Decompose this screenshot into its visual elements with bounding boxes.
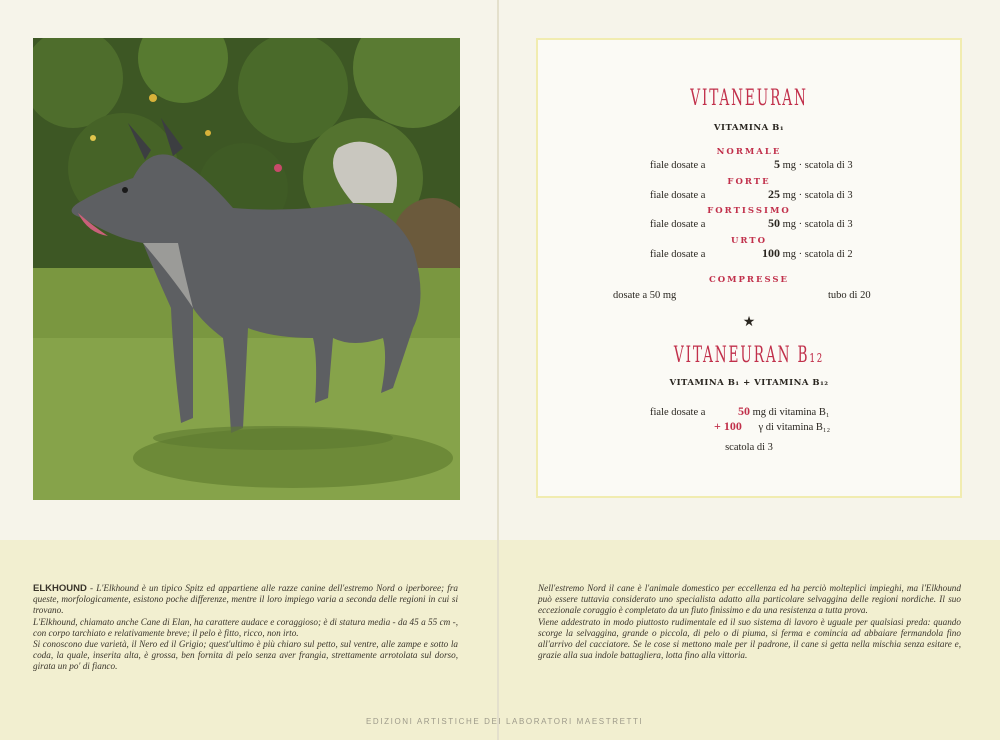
hunting-description: [538, 583, 961, 661]
right-para-2: Viene addestrato in modo piuttosto rudimentale ed il suo sistema di lavoro è uguale per qualsiasi preda: quando scorge la selvaggina, grande o piccola, di pelo o di piuma, si ferma e comincia ad abbaiare fermandola fino all'arrivo del cacciatore. Se le cose si mettono male per il padrone, il cane si getta nella mischia senza esitare e, grazie alla sua indole battagliera, lotta fino alla vittoria.: [538, 616, 961, 661]
b12-prefix: fiale dosate a: [650, 407, 706, 418]
dosage-unit: mg: [782, 160, 797, 171]
b12-rest: mg di vitamina B₁: [752, 407, 830, 418]
dosage-prefix: fiale dosate a: [650, 160, 706, 171]
dosage-unit: mg: [782, 219, 797, 230]
b12-line1: [650, 404, 910, 419]
dosage-value: 50: [768, 216, 780, 230]
b12-pack: scatola di 3: [725, 442, 773, 453]
dosage-prefix: fiale dosate a: [650, 249, 706, 260]
left-para-1: - L'Elkhound è un tipico Spitz ed appartiene alle razze canine dell'estremo Nord o iperboree; fra queste, morfologicamente, esistono poche differenze, mentre il loro impiego varia a seconda delle regioni in cui si trovano.: [33, 583, 458, 616]
compresse-pack: tubo di 20: [828, 290, 871, 301]
dosage-sep: ·: [798, 249, 803, 260]
left-para-2: L'Elkhound, chiamato anche Cane di Elan, ha carattere audace e coraggioso; è di statura media - da 45 a 55 cm -, con corpo tarchiato e relativamente breve; il pelo è fitto, ricco, non irto.: [33, 616, 458, 638]
group-label-forte: FORTE: [727, 177, 771, 187]
dosage-unit: mg: [782, 249, 797, 260]
dosage-value: 5: [774, 157, 780, 171]
dosage-pack: scatola di 3: [804, 160, 853, 171]
dosage-row: [650, 216, 910, 231]
star-icon: ★: [742, 314, 756, 330]
elkhound-photo: [33, 38, 460, 500]
group-label-compresse: COMPRESSE: [708, 275, 790, 285]
page-fold: [497, 0, 499, 740]
footer-left: EDIZIONI ARTISTICHE DEI: [366, 717, 503, 726]
elkhound-lead: ELKHOUND: [33, 583, 87, 594]
compresse-text: dosate a 50 mg: [613, 290, 677, 301]
dosage-row: [650, 246, 910, 261]
dosage-pack: scatola di 2: [804, 249, 853, 260]
dosage-row: [650, 187, 910, 202]
b12-gamma-rest: γ di vitamina B₁₂: [758, 422, 831, 433]
dosage-value: 25: [768, 187, 780, 201]
dosage-pack: scatola di 3: [804, 190, 853, 201]
dosage-prefix: fiale dosate a: [650, 219, 706, 230]
dosage-sep: ·: [798, 190, 803, 201]
right-para-1: Nell'estremo Nord il cane è l'animale domestico per eccellenza ed ha perciò molteplici impieghi, ma l'Elkhound può essere tuttavia considerato uno specialista adatto alla particolare selvaggina delle regioni nordiche. Il suo eccezionale coraggio è completato da un fiuto finissimo e da una resistenza a tutta prova.: [538, 583, 961, 616]
b12-gamma-dose: + 100: [714, 419, 742, 433]
b12-line2: [714, 419, 974, 434]
dosage-pack: scatola di 3: [804, 219, 853, 230]
product2-title: VITANEURAN B₁₂: [673, 343, 825, 368]
product-panel: [536, 38, 962, 498]
dosage-value: 100: [762, 246, 780, 260]
product1-title: VITANEURAN: [690, 86, 808, 111]
dosage-row: [650, 157, 910, 172]
b12-dose: 50: [738, 404, 750, 418]
dosage-unit: mg: [782, 190, 797, 201]
footer-right: LABORATORI MAESTRETTI: [506, 717, 644, 726]
dosage-prefix: fiale dosate a: [650, 190, 706, 201]
dosage-sep: ·: [798, 219, 803, 230]
group-label-normale: NORMALE: [716, 147, 782, 157]
elkhound-description: [33, 583, 458, 673]
group-label-urto: URTO: [730, 236, 768, 246]
product1-subtitle: VITAMINA B₁: [713, 123, 785, 133]
dosage-sep: ·: [798, 160, 803, 171]
left-para-3: Si conoscono due varietà, il Nero ed il Grigio; quest'ultimo è più chiaro sul petto, sul ventre, alle zampe e sotto la coda, la quale, inserita alta, è grossa, ben fornita di pelo senza aver frangia, strettamente arrotolata sul dorso, girata un po' di fianco.: [33, 639, 458, 672]
group-label-fortissimo: FORTISSIMO: [707, 206, 791, 216]
compresse-row: [613, 290, 913, 301]
product2-subtitle: VITAMINA B₁ + VITAMINA B₁₂: [669, 378, 829, 388]
